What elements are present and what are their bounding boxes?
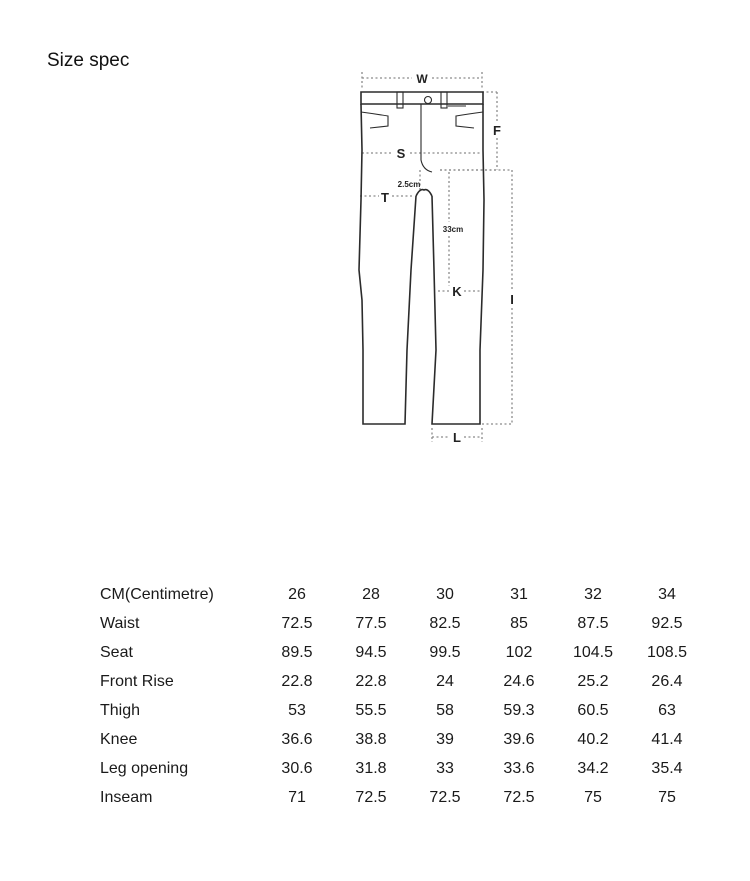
table-cell: 72.5: [429, 788, 461, 806]
table-cell: 38.8: [355, 730, 387, 748]
table-cell: 24.6: [503, 672, 535, 690]
thigh-dimension: [360, 190, 412, 205]
row-label: Leg opening: [100, 759, 189, 777]
knee-dimension: [438, 172, 480, 299]
table-cell: 99.5: [429, 643, 461, 661]
row-label: Knee: [100, 730, 138, 748]
row-label: Waist: [100, 614, 140, 632]
size-header: 30: [436, 585, 454, 603]
table-cell: 55.5: [355, 701, 387, 719]
label-knee-offset: 33cm: [442, 225, 464, 234]
table-cell: 40.2: [577, 730, 609, 748]
table-cell: 26.4: [651, 672, 683, 690]
size-header: 26: [288, 585, 306, 603]
table-row-front-rise: [90, 667, 704, 696]
table-cell: 75: [658, 788, 676, 806]
row-label: Thigh: [100, 701, 141, 719]
table-cell: 72.5: [281, 614, 313, 632]
table-cell: 34.2: [577, 759, 609, 777]
size-header: 31: [510, 585, 528, 603]
table-row-seat: [90, 638, 704, 667]
table-cell: 39.6: [503, 730, 535, 748]
pants-outline: [359, 92, 484, 424]
table-cell: 71: [288, 788, 306, 806]
table-cell: 89.5: [281, 643, 313, 661]
page-title: Size spec: [47, 50, 130, 71]
table-cell: 22.8: [281, 672, 313, 690]
table-cell: 87.5: [577, 614, 609, 632]
table-cell: 82.5: [429, 614, 461, 632]
seat-dimension: [362, 146, 482, 161]
table-cell: 85: [510, 614, 528, 632]
table-cell: 72.5: [355, 788, 387, 806]
table-cell: 25.2: [577, 672, 609, 690]
table-cell: 72.5: [503, 788, 535, 806]
table-cell: 24: [436, 672, 454, 690]
table-cell: 30.6: [281, 759, 313, 777]
table-cell: 108.5: [646, 643, 688, 661]
table-row-leg-opening: [90, 754, 704, 783]
table-cell: 104.5: [572, 643, 614, 661]
row-label: Front Rise: [100, 672, 174, 690]
label-f: F: [493, 123, 501, 138]
table-cell: 77.5: [355, 614, 387, 632]
table-cell: 33.6: [503, 759, 535, 777]
table-cell: 22.8: [355, 672, 387, 690]
leg-opening-dimension: [432, 428, 482, 445]
row-label: Inseam: [100, 788, 153, 806]
table-cell: 31.8: [355, 759, 387, 777]
table-cell: 63: [658, 701, 676, 719]
table-cell: 58: [436, 701, 454, 719]
inseam-dimension: [440, 170, 514, 424]
table-cell: 59.3: [503, 701, 535, 719]
table-cell: 53: [288, 701, 306, 719]
table-header-row: [90, 580, 704, 609]
label-k: K: [452, 284, 462, 299]
size-header: 28: [362, 585, 380, 603]
table-cell: 60.5: [577, 701, 609, 719]
thigh-offset-dimension: [398, 170, 421, 190]
table-cell: 33: [436, 759, 454, 777]
table-cell: 41.4: [651, 730, 683, 748]
table-cell: 92.5: [651, 614, 683, 632]
table-cell: 75: [584, 788, 602, 806]
table-row-thigh: [90, 696, 704, 725]
label-i: I: [510, 292, 514, 307]
size-header: 32: [584, 585, 602, 603]
label-s: S: [396, 146, 406, 161]
table-cell: 94.5: [355, 643, 387, 661]
table-cell: 102: [505, 643, 533, 661]
table-cell: 36.6: [281, 730, 313, 748]
label-w: W: [416, 72, 428, 86]
table-row-inseam: [90, 783, 704, 812]
label-l: L: [453, 430, 461, 445]
row-label: Seat: [100, 643, 133, 661]
table-row-knee: [90, 725, 704, 754]
size-header: 34: [658, 585, 676, 603]
waist-dimension: [362, 72, 482, 88]
table-cell: 35.4: [651, 759, 683, 777]
header-label: CM(Centimetre): [100, 585, 214, 603]
table-row-waist: [90, 609, 704, 638]
table-cell: 39: [436, 730, 454, 748]
size-spec-table: [90, 580, 704, 812]
label-thigh-offset: 2.5cm: [397, 180, 421, 189]
label-t: T: [381, 190, 389, 205]
